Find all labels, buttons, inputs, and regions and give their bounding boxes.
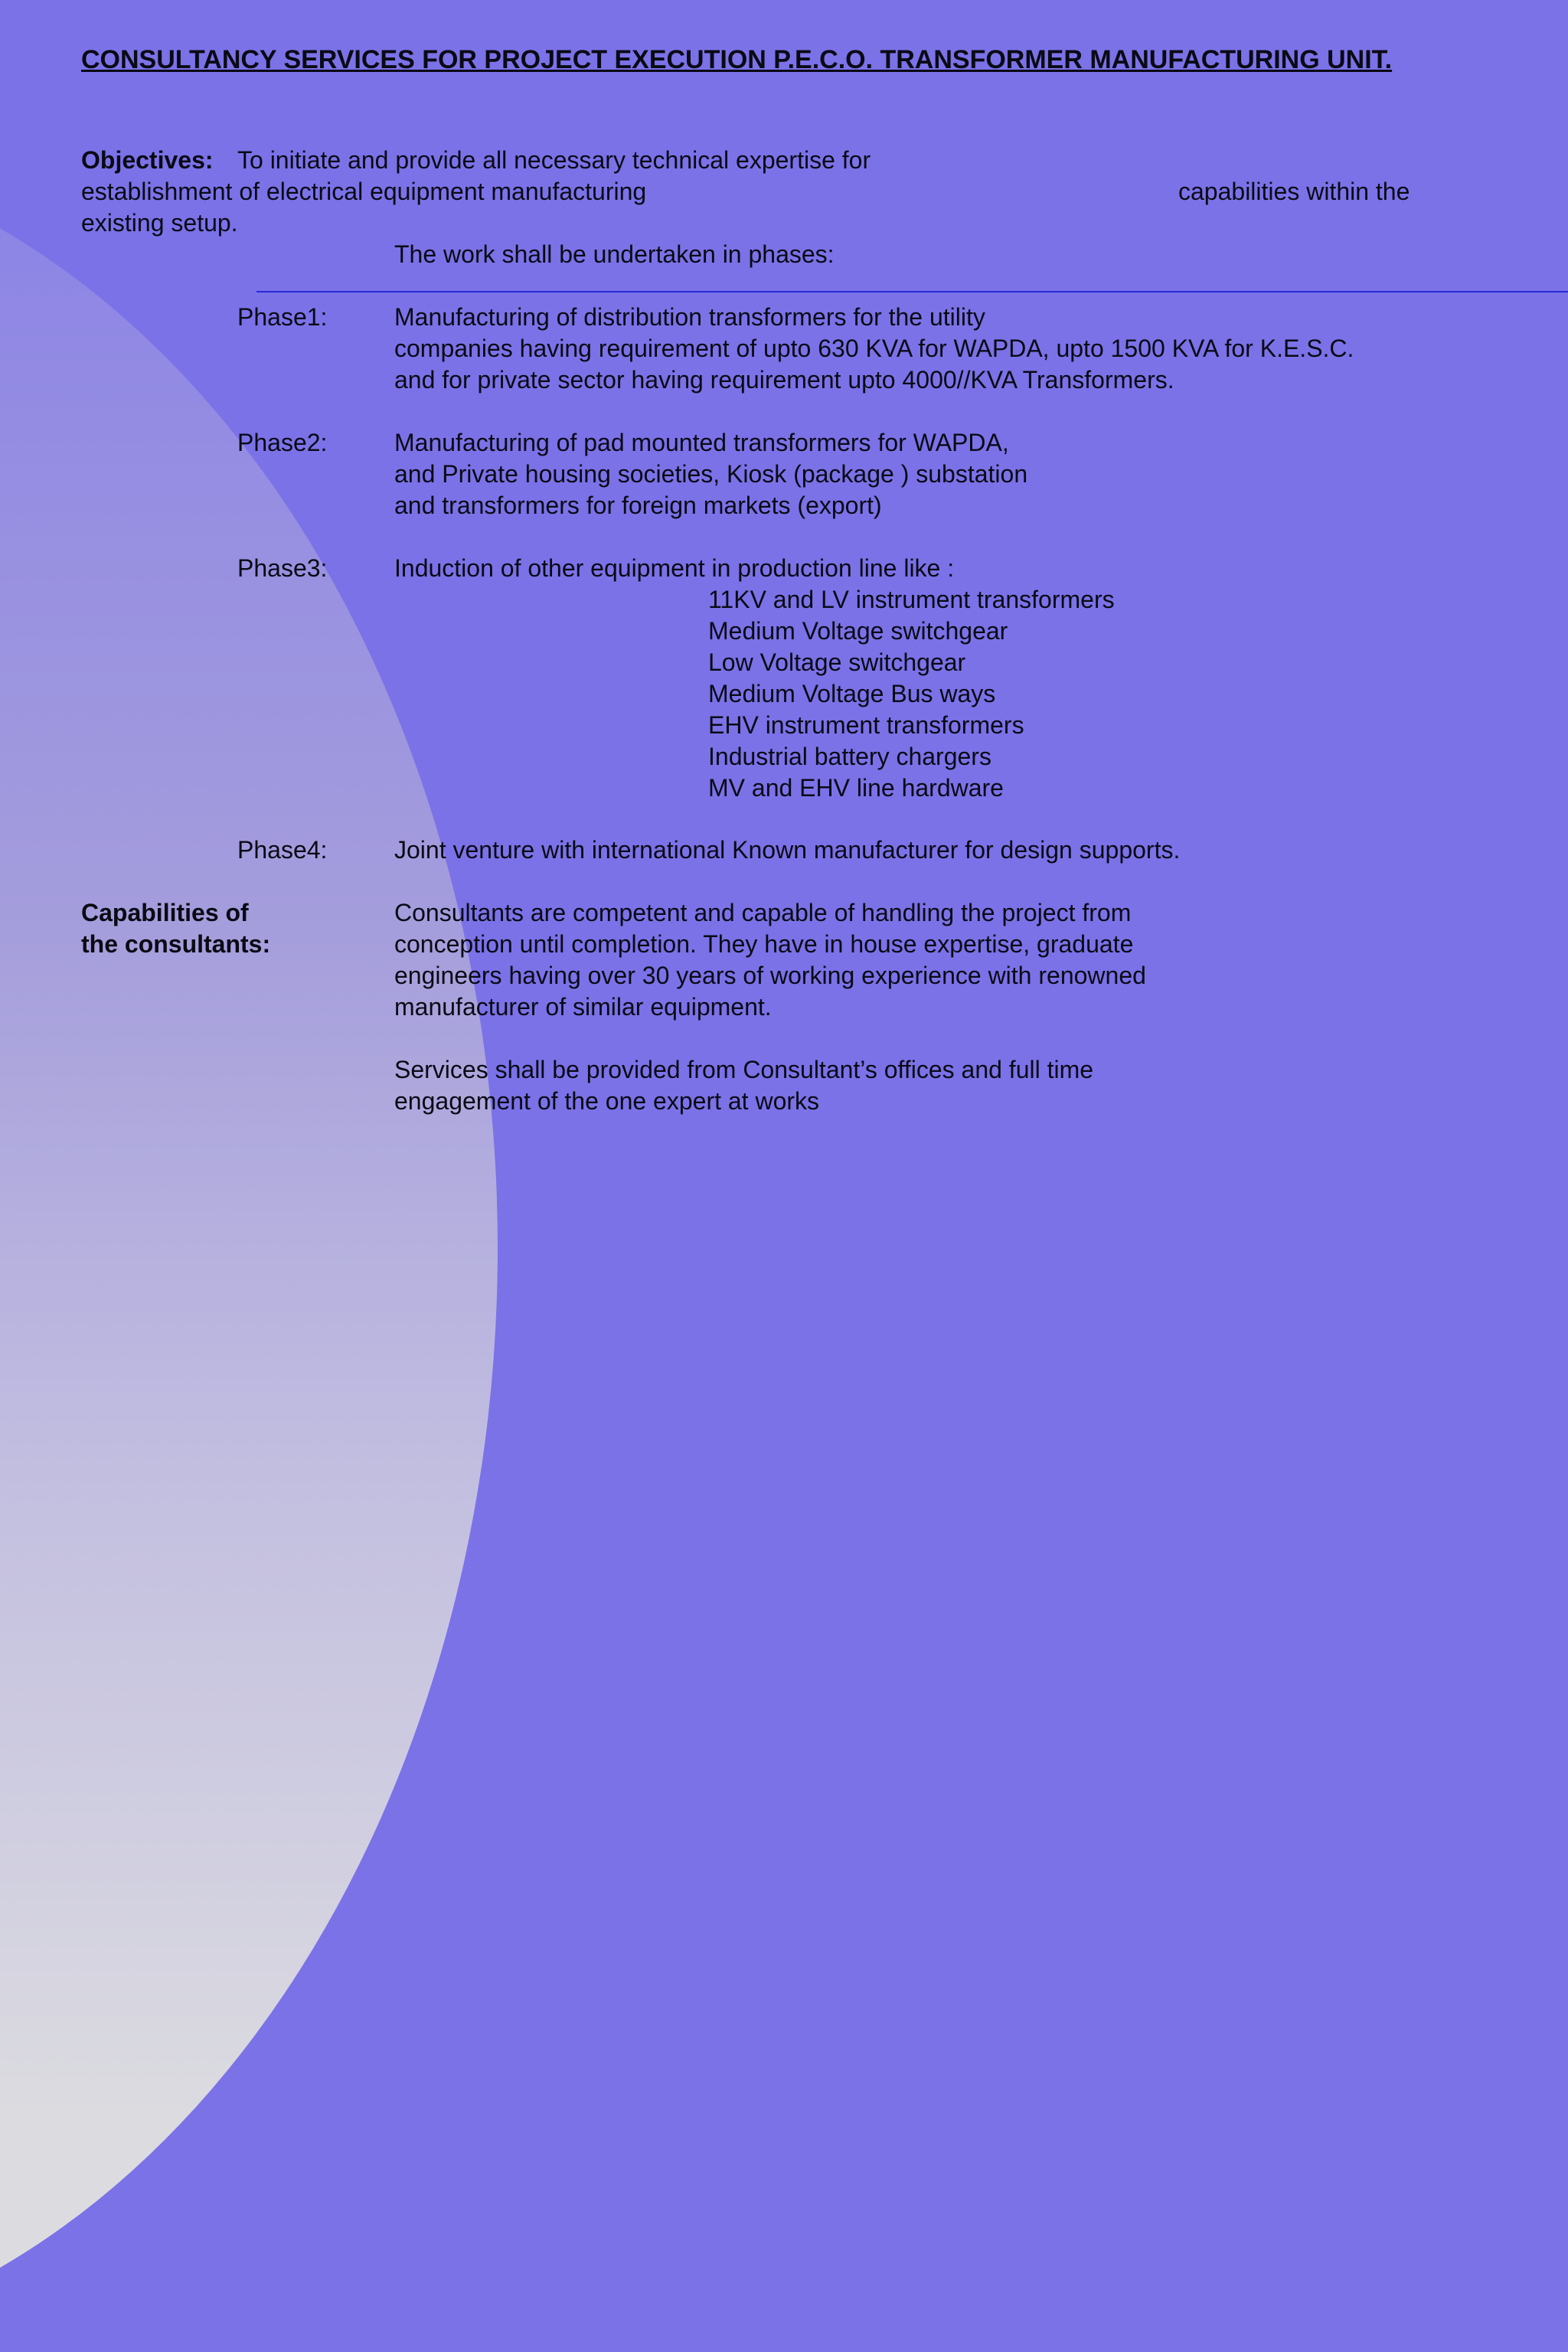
objectives-text-line3: existing setup. — [81, 209, 238, 237]
phase4-label: Phase4: — [237, 836, 328, 864]
phase3-intro: Induction of other equipment in production line like : — [394, 554, 955, 582]
phase3-item: Medium Voltage Bus ways — [708, 680, 996, 707]
capabilities-line: Consultants are competent and capable of handling the project from — [394, 899, 1132, 926]
capabilities-line: conception until completion. They have in house expertise, graduate — [394, 930, 1134, 958]
slide-title: CONSULTANCY SERVICES FOR PROJECT EXECUTION P.E.C.O. TRANSFORMER MANUFACTURING UNIT. — [81, 45, 1393, 74]
phase3-label: Phase3: — [237, 554, 328, 582]
phase1-line: and for private sector having requirement upto 4000//KVA Transformers. — [394, 366, 1174, 394]
phase1-line: companies having requirement of upto 630 KVA for WAPDA, upto 1500 KVA for K.E.S.C. — [394, 335, 1354, 362]
phase3-item: EHV instrument transformers — [708, 711, 1024, 739]
objectives-text-line2b: capabilities within the — [1178, 178, 1410, 205]
services-line: engagement of the one expert at works — [394, 1087, 820, 1115]
phase2-line: and Private housing societies, Kiosk (package ) substation — [394, 460, 1028, 488]
capabilities-label-line2: the consultants: — [81, 930, 271, 958]
objectives-text-line1: To initiate and provide all necessary technical expertise for — [237, 146, 871, 174]
phase1-line: Manufacturing of distribution transformers for the utility — [394, 303, 985, 331]
services-line: Services shall be provided from Consultant’s offices and full time — [394, 1056, 1094, 1083]
phase3-item: Low Voltage switchgear — [708, 648, 966, 676]
capabilities-line: engineers having over 30 years of working experience with renowned — [394, 962, 1146, 989]
phase2-label: Phase2: — [237, 429, 328, 456]
phase4-text: Joint venture with international Known manufacturer for design supports. — [394, 836, 1181, 864]
phase2-line: and transformers for foreign markets (export) — [394, 492, 882, 519]
objectives-label: Objectives: — [81, 146, 214, 174]
phases-intro: The work shall be undertaken in phases: — [394, 240, 835, 268]
phase3-item: Medium Voltage switchgear — [708, 617, 1008, 645]
capabilities-label-line1: Capabilities of — [81, 899, 249, 926]
phase3-item: MV and EHV line hardware — [708, 774, 1004, 802]
phase3-item: Industrial battery chargers — [708, 743, 991, 770]
objectives-text-line2a: establishment of electrical equipment manufacturing — [81, 178, 647, 205]
phase1-label: Phase1: — [237, 303, 328, 331]
phase3-item: 11KV and LV instrument transformers — [708, 586, 1115, 613]
capabilities-line: manufacturer of similar equipment. — [394, 993, 772, 1021]
phase2-line: Manufacturing of pad mounted transformers for WAPDA, — [394, 429, 1009, 456]
